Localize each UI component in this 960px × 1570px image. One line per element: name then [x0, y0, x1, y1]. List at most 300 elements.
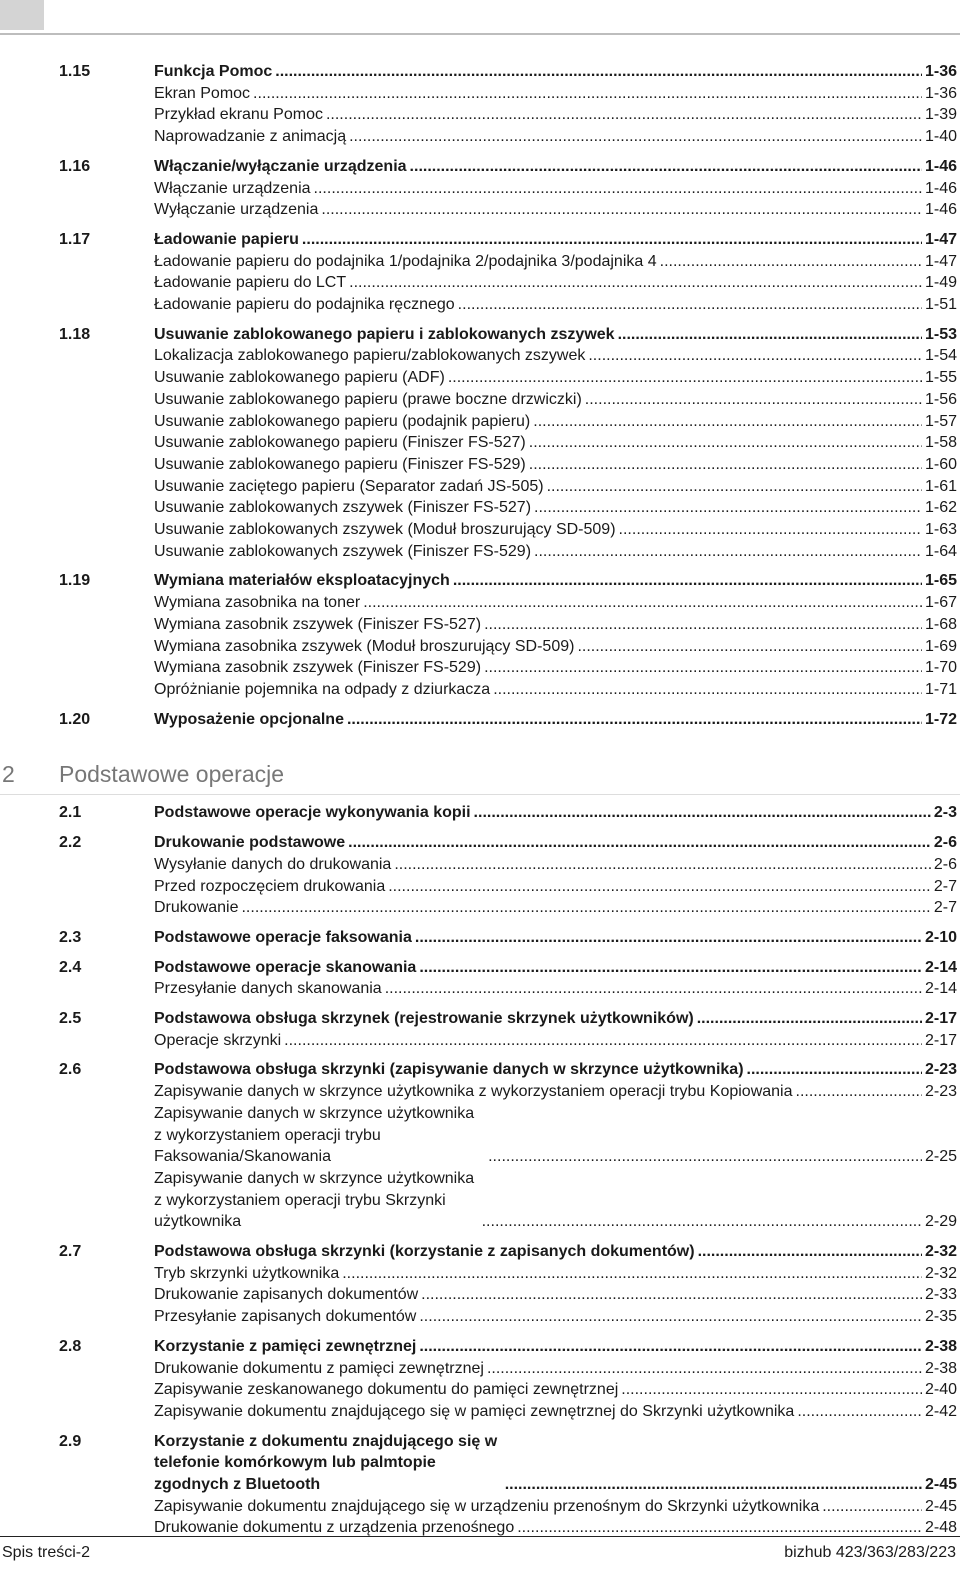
toc-section-number: 2.4 [59, 958, 82, 976]
toc-section-entry[interactable] [0, 1241, 960, 1263]
toc-entry-body [154, 592, 957, 614]
dot-leader [698, 1241, 922, 1263]
toc-page-number: 1-55 [924, 369, 957, 387]
toc-entry-title: Usuwanie zablokowanego papieru (Finiszer FS-527) [154, 434, 526, 452]
toc-subentry[interactable] [0, 1168, 960, 1233]
toc-entry-title: Zapisywanie zeskanowanego dokumentu do pamięci zewnętrznej [154, 1381, 619, 1399]
toc-page-number: 1-39 [924, 106, 957, 124]
dot-leader [505, 1474, 922, 1496]
toc-section-entry[interactable] [0, 957, 960, 979]
toc-subentry[interactable] [0, 178, 960, 200]
toc-section [0, 229, 960, 316]
toc-page-number: 2-6 [933, 834, 957, 852]
toc-section [0, 570, 960, 700]
table-of-contents [0, 61, 960, 1547]
toc-entry-title: Ładowanie papieru do podajnika ręcznego [154, 296, 455, 314]
toc-page-number: 1-70 [924, 659, 957, 677]
toc-section-entry[interactable] [0, 156, 960, 178]
toc-section [0, 1336, 960, 1423]
toc-entry-body [154, 1241, 957, 1263]
toc-subentry[interactable] [0, 199, 960, 221]
toc-entry-title: Zapisywanie danych w skrzynce użytkownika z wykorzystaniem operacji trybu Skrzynki użytkownika [154, 1169, 475, 1231]
toc-entry-title: Lokalizacja zablokowanego papieru/zablokowanych zszywek [154, 347, 586, 365]
dot-leader [410, 156, 922, 178]
toc-entry-title: Zapisywanie dokumentu znajdującego się w urządzeniu przenośnym do Skrzynki użytkownika [154, 1497, 820, 1515]
toc-page-number: 1-61 [924, 477, 957, 495]
dot-leader [415, 927, 922, 949]
toc-entry-title: Zapisywanie danych w skrzynce użytkownika z wykorzystaniem operacji trybu Kopiowania [154, 1083, 793, 1101]
toc-entry-title: Korzystanie z pamięci zewnętrznej [154, 1337, 417, 1355]
dot-leader [348, 832, 931, 854]
toc-page-number: 2-42 [924, 1402, 957, 1420]
toc-entry-body [154, 1306, 957, 1328]
toc-entry-body [154, 126, 957, 148]
toc-subentry[interactable] [0, 1081, 960, 1103]
toc-subentry[interactable] [0, 1379, 960, 1401]
toc-entry-title: Ładowanie papieru do LCT [154, 274, 347, 292]
toc-entry-body [154, 229, 957, 251]
dot-leader [796, 1081, 922, 1103]
toc-section [0, 927, 960, 949]
toc-entry-body [154, 61, 957, 83]
toc-subentry[interactable] [0, 432, 960, 454]
toc-page-number: 1-36 [924, 63, 957, 80]
toc-section-entry[interactable] [0, 1336, 960, 1358]
toc-subentry[interactable] [0, 1496, 960, 1518]
toc-entry-title: Usuwanie zablokowanych zszywek (Finiszer FS-529) [154, 542, 532, 560]
toc-entry-title: Podstawowa obsługa skrzynki (zapisywanie danych w skrzynce użytkownika) [154, 1061, 744, 1079]
toc-entry-body [154, 1284, 957, 1306]
toc-entry-body [154, 957, 957, 979]
dot-leader [533, 411, 922, 433]
toc-subentry[interactable] [0, 1306, 960, 1328]
toc-page-number: 1-40 [924, 128, 957, 146]
toc-page-number: 1-72 [924, 710, 957, 728]
dot-leader [797, 1401, 922, 1423]
toc-section-number: 1.20 [59, 710, 91, 728]
toc-entry-title: Wymiana zasobnika zszywek (Moduł broszurujący SD-509) [154, 637, 575, 655]
toc-entry-body [154, 367, 957, 389]
toc-page-number: 1-58 [924, 434, 957, 452]
toc-subentry[interactable] [0, 1103, 960, 1168]
dot-leader [349, 272, 922, 294]
dot-leader [660, 251, 922, 273]
dot-leader [619, 519, 922, 541]
toc-entry-title: Wymiana zasobnik zszywek (Finiszer FS-529) [154, 659, 482, 677]
dot-leader [349, 126, 922, 148]
toc-subentry[interactable] [0, 876, 960, 898]
toc-page-number: 1-46 [924, 179, 957, 197]
chapter-rule [0, 794, 960, 795]
dot-leader [347, 709, 922, 731]
toc-subentry[interactable] [0, 454, 960, 476]
dot-leader [493, 679, 922, 701]
toc-entry-title: Przesyłanie danych skanowania [154, 980, 382, 998]
toc-entry-title: Usuwanie zablokowanego papieru (podajnik papieru) [154, 412, 531, 430]
toc-subentry[interactable] [0, 854, 960, 876]
toc-section [0, 709, 960, 731]
toc-page-number: 2-29 [924, 1213, 957, 1231]
toc-entry-title: Podstawowa obsługa skrzynek (rejestrowanie skrzynek użytkowników) [154, 1010, 694, 1028]
toc-section-entry[interactable] [0, 1431, 960, 1496]
toc-entry-body [154, 1263, 957, 1285]
toc-entry-body [154, 1081, 957, 1103]
dot-leader [275, 61, 922, 83]
toc-entry-body [154, 156, 957, 178]
toc-entry-title: Drukowanie dokumentu z urządzenia przenośnego [154, 1519, 515, 1537]
toc-subentry[interactable] [0, 411, 960, 433]
toc-page-number: 1-64 [924, 542, 957, 560]
toc-page-number: 1-47 [924, 230, 957, 248]
toc-entry-body [154, 497, 957, 519]
dot-leader [618, 324, 922, 346]
toc-entry-title: Przesyłanie zapisanych dokumentów [154, 1308, 417, 1326]
dot-leader [314, 178, 922, 200]
toc-entry-body [154, 1496, 957, 1518]
dot-leader [529, 454, 922, 476]
toc-entry-body [154, 104, 957, 126]
toc-subentry[interactable] [0, 636, 960, 658]
toc-entry-title: Funkcja Pomoc [154, 63, 273, 80]
toc-entry-body [154, 519, 957, 541]
toc-page-number: 1-62 [924, 499, 957, 517]
toc-subentry[interactable] [0, 541, 960, 563]
toc-section [0, 1241, 960, 1328]
toc-entry-body [154, 454, 957, 476]
toc-page-number: 2-23 [924, 1061, 957, 1079]
dot-leader [253, 83, 922, 105]
dot-leader [484, 657, 922, 679]
toc-subentry[interactable] [0, 614, 960, 636]
toc-entry-title: Wyposażenie opcjonalne [154, 710, 344, 728]
toc-subentry[interactable] [0, 476, 960, 498]
chapter-number: 2 [2, 761, 15, 788]
toc-entry-title: Wymiana materiałów eksploatacyjnych [154, 572, 450, 590]
toc-entry-title: Podstawowe operacje wykonywania kopii [154, 804, 471, 822]
toc-page-number: 2-33 [924, 1286, 957, 1304]
toc-section-number: 1.19 [59, 572, 91, 590]
toc-entry-body [154, 927, 957, 949]
toc-entry-title: Włączanie/wyłączanie urządzenia [154, 157, 407, 175]
toc-entry-body [154, 272, 957, 294]
toc-section-entry[interactable] [0, 832, 960, 854]
chapter-heading [0, 754, 960, 794]
dot-leader [822, 1496, 922, 1518]
toc-entry-title: Podstawowa obsługa skrzynki (korzystanie z zapisanych dokumentów) [154, 1243, 695, 1261]
toc-section-entry[interactable] [0, 324, 960, 346]
dot-leader [534, 541, 922, 563]
dot-leader [453, 570, 922, 592]
toc-entry-title: Opróżnianie pojemnika na odpady z dziurkacza [154, 680, 491, 698]
toc-section-entry[interactable] [0, 61, 960, 83]
dot-leader [448, 367, 922, 389]
toc-subentry[interactable] [0, 978, 960, 1000]
toc-section-number: 2.1 [59, 804, 82, 822]
toc-page-number: 1-47 [924, 252, 957, 270]
toc-entry-title: Ekran Pomoc [154, 84, 251, 102]
toc-entry-title: Usuwanie zaciętego papieru (Separator zadań JS-505) [154, 477, 544, 495]
toc-subentry[interactable] [0, 83, 960, 105]
toc-page-number: 1-67 [924, 594, 957, 612]
toc-subentry[interactable] [0, 657, 960, 679]
toc-page-number: 1-63 [924, 521, 957, 539]
toc-entry-title: Usuwanie zablokowanego papieru i zablokowanych zszywek [154, 325, 615, 343]
toc-entry-body [154, 541, 957, 563]
toc-subentry[interactable] [0, 126, 960, 148]
toc-section-number: 1.16 [59, 157, 91, 175]
toc-entry-title: Usuwanie zablokowanych zszywek (Moduł broszurujący SD-509) [154, 521, 616, 539]
toc-subentry[interactable] [0, 497, 960, 519]
toc-section-number: 1.17 [59, 230, 91, 248]
toc-entry-body [154, 411, 957, 433]
dot-leader [302, 229, 922, 251]
toc-entry-body [154, 614, 957, 636]
toc-page-number: 1-69 [924, 637, 957, 655]
toc-section-number: 2.5 [59, 1010, 82, 1028]
toc-entry-title: Ładowanie papieru [154, 230, 299, 248]
toc-entry-body [154, 294, 957, 316]
toc-chapter-1-sections [0, 61, 960, 730]
dot-leader [458, 294, 922, 316]
toc-page-number: 2-10 [924, 928, 957, 946]
toc-entry-body [154, 679, 957, 701]
toc-entry-title: Drukowanie dokumentu z pamięci zewnętrznej [154, 1359, 484, 1377]
dot-leader [241, 897, 930, 919]
toc-entry-body [154, 1336, 957, 1358]
toc-page-number: 1-56 [924, 390, 957, 408]
dot-leader [697, 1008, 922, 1030]
dot-leader [482, 1211, 922, 1233]
toc-entry-body [154, 802, 957, 824]
dot-leader [484, 614, 922, 636]
toc-section [0, 957, 960, 1000]
toc-subentry[interactable] [0, 897, 960, 919]
toc-page-number: 1-57 [924, 412, 957, 430]
toc-page-number: 2-7 [933, 899, 957, 917]
footer-rule [0, 1536, 960, 1537]
toc-section-number: 2.9 [59, 1432, 82, 1450]
dot-leader [363, 592, 922, 614]
toc-entry-body [154, 897, 957, 919]
toc-section [0, 802, 960, 824]
toc-subentry[interactable] [0, 519, 960, 541]
dot-leader [388, 876, 931, 898]
toc-entry-body [154, 876, 957, 898]
toc-section-entry[interactable] [0, 1008, 960, 1030]
toc-subentry[interactable] [0, 104, 960, 126]
toc-entry-title: Zapisywanie danych w skrzynce użytkownika z wykorzystaniem operacji trybu Faksowania/Skanowania [154, 1104, 475, 1166]
toc-entry-title: Tryb skrzynki użytkownika [154, 1264, 340, 1282]
toc-entry-title: Ładowanie papieru do podajnika 1/podajnika 2/podajnika 3/podajnika 4 [154, 252, 657, 270]
toc-entry-body [154, 1103, 957, 1168]
toc-entry-title: Przykład ekranu Pomoc [154, 106, 323, 124]
toc-page-number: 1-53 [924, 325, 957, 343]
toc-page-number: 2-3 [933, 804, 957, 822]
toc-page-number: 1-51 [924, 296, 957, 314]
toc-subentry[interactable] [0, 251, 960, 273]
toc-entry-body [154, 1379, 957, 1401]
toc-entry-body [154, 1401, 957, 1423]
dot-leader [284, 1030, 922, 1052]
toc-entry-body [154, 1358, 957, 1380]
toc-entry-title: Zapisywanie dokumentu znajdującego się w pamięci zewnętrznej do Skrzynki użytkownika [154, 1402, 795, 1420]
toc-page-number: 1-71 [924, 680, 957, 698]
toc-page-number: 1-36 [924, 84, 957, 102]
dot-leader [419, 1306, 922, 1328]
toc-entry-title: Usuwanie zablokowanego papieru (prawe boczne drzwiczki) [154, 390, 582, 408]
toc-entry-body [154, 1431, 957, 1496]
toc-entry-body [154, 432, 957, 454]
toc-entry-title: Wyłączanie urządzenia [154, 201, 319, 219]
dot-leader [385, 978, 922, 1000]
toc-page-number: 2-45 [924, 1476, 957, 1494]
toc-section [0, 1059, 960, 1233]
toc-subentry[interactable] [0, 679, 960, 701]
dot-leader [585, 389, 922, 411]
toc-page-number: 2-14 [924, 958, 957, 976]
toc-section-entry[interactable] [0, 927, 960, 949]
toc-entry-title: Usuwanie zablokowanego papieru (ADF) [154, 369, 445, 387]
toc-page-number: 2-40 [924, 1381, 957, 1399]
dot-leader [621, 1379, 922, 1401]
toc-entry-body [154, 251, 957, 273]
dot-leader [394, 854, 931, 876]
toc-page-number: 1-65 [924, 572, 957, 590]
toc-entry-title: Drukowanie zapisanych dokumentów [154, 1286, 419, 1304]
dot-leader [487, 1358, 922, 1380]
toc-page-number: 1-60 [924, 455, 957, 473]
toc-section-entry[interactable] [0, 229, 960, 251]
dot-leader [547, 476, 922, 498]
toc-entry-body [154, 345, 957, 367]
toc-subentry[interactable] [0, 592, 960, 614]
toc-page-number: 2-45 [924, 1497, 957, 1515]
dot-leader [342, 1263, 922, 1285]
page-corner-tab [0, 0, 44, 30]
toc-page-number: 1-49 [924, 274, 957, 292]
toc-section [0, 832, 960, 919]
dot-leader [419, 1336, 922, 1358]
toc-page-number: 2-14 [924, 980, 957, 998]
toc-entry-body [154, 324, 957, 346]
toc-entry-title: Wymiana zasobnika na toner [154, 594, 361, 612]
toc-page-number: 1-46 [924, 157, 957, 175]
toc-section-number: 2.6 [59, 1061, 82, 1079]
toc-subentry[interactable] [0, 1030, 960, 1052]
toc-page-number: 2-25 [924, 1148, 957, 1166]
toc-entry-title: Drukowanie podstawowe [154, 834, 346, 852]
toc-section [0, 156, 960, 221]
toc-page-number: 1-54 [924, 347, 957, 365]
toc-section-number: 2.3 [59, 928, 82, 946]
dot-leader [488, 1146, 922, 1168]
toc-entry-title: Usuwanie zablokowanego papieru (Finiszer FS-529) [154, 455, 526, 473]
toc-entry-body [154, 389, 957, 411]
toc-chapter-2-sections [0, 802, 960, 1539]
toc-section [0, 61, 960, 148]
toc-entry-body [154, 636, 957, 658]
toc-section-number: 2.2 [59, 834, 82, 852]
toc-entry-body [154, 1059, 957, 1081]
toc-entry-body [154, 476, 957, 498]
toc-page-number: 2-38 [924, 1337, 957, 1355]
toc-section-entry[interactable] [0, 1059, 960, 1081]
toc-subentry[interactable] [0, 294, 960, 316]
toc-page-number: 2-17 [924, 1010, 957, 1028]
toc-subentry[interactable] [0, 1401, 960, 1423]
toc-page-number: 2-32 [924, 1243, 957, 1261]
toc-page-number: 1-68 [924, 615, 957, 633]
toc-entry-body [154, 570, 957, 592]
toc-entry-body [154, 1168, 957, 1233]
dot-leader [326, 104, 922, 126]
toc-page-number: 2-6 [933, 855, 957, 873]
dot-leader [534, 497, 922, 519]
toc-section-entry[interactable] [0, 802, 960, 824]
toc-page-number: 1-46 [924, 201, 957, 219]
dot-leader [529, 432, 922, 454]
toc-page-number: 2-48 [924, 1519, 957, 1537]
toc-entry-body [154, 1008, 957, 1030]
toc-entry-title: Wymiana zasobnik zszywek (Finiszer FS-527) [154, 615, 482, 633]
footer-product-name: bizhub 423/363/283/223 [784, 1544, 956, 1561]
toc-section-number: 1.18 [59, 325, 91, 343]
chapter-title: Podstawowe operacje [59, 761, 285, 788]
dot-leader [421, 1284, 922, 1306]
toc-section-entry[interactable] [0, 709, 960, 731]
toc-entry-title: Podstawowe operacje skanowania [154, 958, 417, 976]
toc-entry-body [154, 854, 957, 876]
toc-entry-title: Usuwanie zablokowanych zszywek (Finiszer FS-527) [154, 499, 532, 517]
toc-entry-body [154, 832, 957, 854]
toc-entry-title: Drukowanie [154, 899, 239, 917]
toc-entry-body [154, 199, 957, 221]
toc-subentry[interactable] [0, 389, 960, 411]
toc-entry-title: Korzystanie z dokumentu znajdującego się w telefonie komórkowym lub palmtopie zgodnych z Bluetooth [154, 1432, 498, 1494]
toc-page-number: 2-32 [924, 1264, 957, 1282]
toc-subentry[interactable] [0, 272, 960, 294]
header-rule [0, 33, 960, 35]
toc-entry-title: Przed rozpoczęciem drukowania [154, 877, 386, 895]
toc-section-entry[interactable] [0, 570, 960, 592]
toc-entry-body [154, 178, 957, 200]
toc-page-number: 2-17 [924, 1031, 957, 1049]
toc-entry-body [154, 1030, 957, 1052]
toc-page-number: 2-7 [933, 877, 957, 895]
toc-entry-body [154, 83, 957, 105]
toc-page-number: 2-38 [924, 1359, 957, 1377]
toc-section [0, 1008, 960, 1051]
dot-leader [419, 957, 922, 979]
toc-subentry[interactable] [0, 1263, 960, 1285]
toc-subentry[interactable] [0, 1284, 960, 1306]
dot-leader [474, 802, 931, 824]
toc-subentry[interactable] [0, 1358, 960, 1380]
dot-leader [321, 199, 922, 221]
toc-entry-body [154, 657, 957, 679]
toc-section [0, 324, 960, 563]
toc-entry-title: Podstawowe operacje faksowania [154, 928, 412, 946]
toc-subentry[interactable] [0, 367, 960, 389]
toc-subentry[interactable] [0, 345, 960, 367]
toc-entry-title: Operacje skrzynki [154, 1031, 282, 1049]
toc-section-number: 2.8 [59, 1337, 82, 1355]
toc-section-number: 2.7 [59, 1243, 82, 1261]
toc-entry-title: Włączanie urządzenia [154, 179, 311, 197]
toc-section [0, 1431, 960, 1540]
dot-leader [577, 636, 922, 658]
toc-entry-body [154, 709, 957, 731]
